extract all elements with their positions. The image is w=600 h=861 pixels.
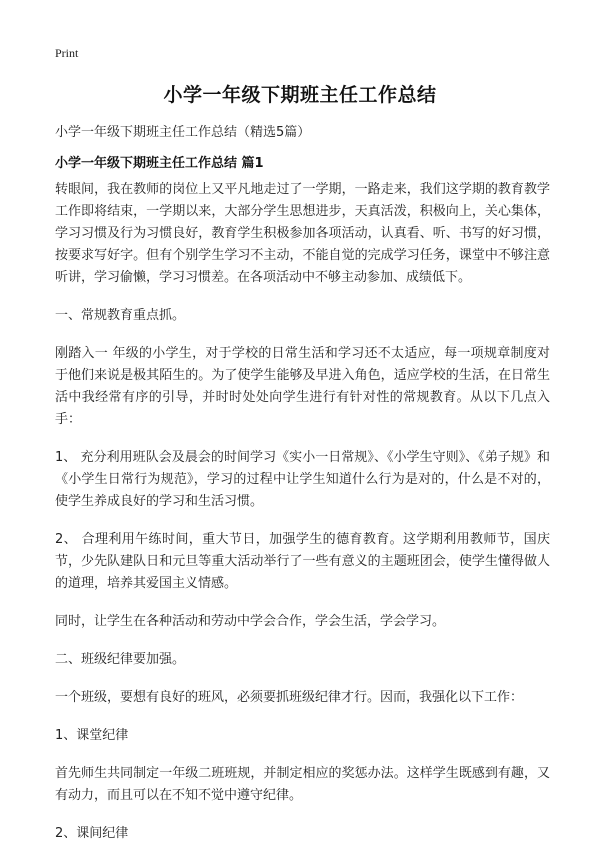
paragraph: 1、 充分利用班队会及晨会的时间学习《实小一日常规》、《小学生守则》、《弟子规》和《小学生日常行为规范》，学习的过程中让学生知道什么行为是对的，什么是不对的，使学生养成良好的学习和生活习惯。 [55,450,550,509]
page-title: 小学一年级下期班主任工作总结 [163,84,437,106]
paragraph: 1、课堂纪律 [55,728,129,743]
paragraph: 2、课间纪律 [55,826,129,841]
document-subtitle: 小学一年级下期班主任工作总结（精选5篇） [55,125,311,140]
paragraph: 首先师生共同制定一年级二班班规，并制定相应的奖惩办法。这样学生既感到有趣，又有动力，而且可以在不知不觉中遵守纪律。 [55,766,550,803]
print-label: Print [55,46,79,60]
paragraph: 一个班级，要想有良好的班风，必须要抓班级纪律才行。因而，我强化以下工作： [55,690,524,705]
paragraph: 转眼间，我在教师的岗位上又平凡地走过了一学期，一路走来，我们这学期的教育教学工作即将结束，一学期以来，大部分学生思想进步，天真活泼，积极向上，关心集体，学习习惯及行为习惯良好，教育学生积极参加各项活动，认真看、听、书写的好习惯，按要求写好字。但有个别学生学习不主动，不能自觉的完成学习任务，课堂中不够注意听讲，学习偷懒，学习习惯差。在各项活动中不够主动参加、成绩低下。 [55,182,550,285]
document-body [55,179,550,861]
section-heading: 小学一年级下期班主任工作总结 篇1 [55,156,264,171]
paragraph: 二、班级纪律要加强。 [55,652,186,667]
paragraph: 2、 合理利用午练时间，重大节日，加强学生的德育教育。这学期利用教师节，国庆节，少先队建队日和元旦等重大活动举行了一些有意义的主题班团会，使学生懂得做人的道理，培养其爱国主义情感。 [55,532,550,591]
paragraph: 同时，让学生在各种活动和劳动中学会合作，学会生活，学会学习。 [55,614,446,629]
paragraph: 一、常规教育重点抓。 [55,308,186,323]
paragraph: 刚踏入一 年级的小学生，对于学校的日常生活和学习还不太适应，每一项规章制度对于他们来说是极其陌生的。为了使学生能够及早进入角色，适应学校的生活，在日常生活中我经常有序的引导，并时时处处向学生进行有针对性的常规教育。从以下几点入手： [55,346,550,427]
